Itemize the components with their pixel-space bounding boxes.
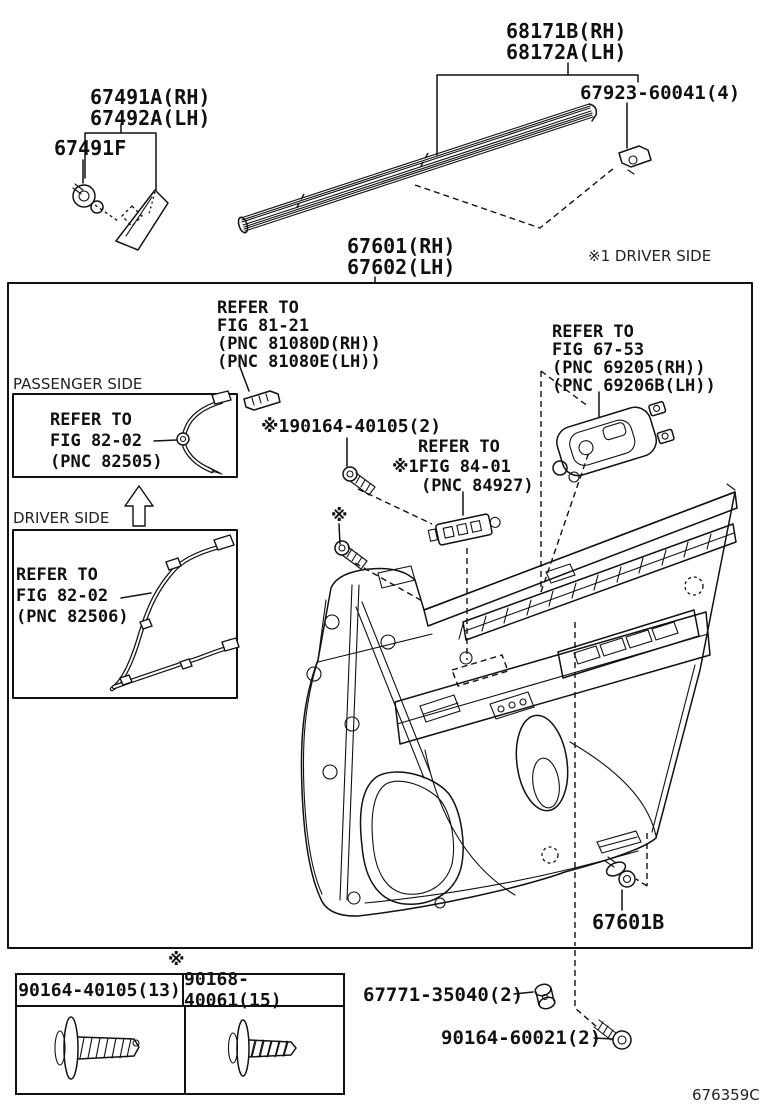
asterisk-mark-table: ※ xyxy=(168,950,185,970)
refer-fig-81-21 xyxy=(217,299,381,371)
projection-line-lower xyxy=(575,950,598,1028)
weatherstrip-drawing xyxy=(237,104,614,234)
asterisk-mark-screw: ※ xyxy=(331,506,348,526)
refer-line: FIG 82-02 xyxy=(50,431,143,451)
refer-line: (PNC 81080E(LH)) xyxy=(217,352,381,372)
label-door-board-lh: 67602(LH) xyxy=(347,255,456,279)
label-clip-67771: 67771-35040(2) xyxy=(363,984,524,1006)
passenger-side-title: PASSENGER SIDE xyxy=(13,375,143,393)
refer-fig-82-02-driver xyxy=(16,565,129,628)
label-clip-67923: 67923-60041(4) xyxy=(580,82,741,104)
refer-fig-84-01-line2: ※1FIG 84-01 xyxy=(392,457,511,477)
label-weatherstrip-rh: 68171B(RH) xyxy=(506,19,627,43)
label-screw-90164-40105: ※190164-40105(2) xyxy=(261,416,442,437)
driver-side-title: DRIVER SIDE xyxy=(13,509,110,527)
refer-line: (PNC 82505) xyxy=(50,452,163,472)
note-driver-side: ※1 DRIVER SIDE xyxy=(588,247,712,265)
label-weatherstrip-lh: 68172A(LH) xyxy=(506,40,627,64)
up-arrow xyxy=(125,486,153,526)
refer-line: FIG 81-21 xyxy=(217,316,310,336)
fastener-table-cell-screw1 xyxy=(17,1007,186,1095)
label-screw-90164-60021: 90164-60021(2) xyxy=(441,1027,602,1049)
refer-fig-84-01-line1: REFER TO xyxy=(418,437,500,457)
doc-code: 676359C xyxy=(692,1086,760,1104)
refer-line: FIG 67-53 xyxy=(552,340,645,360)
label-door-board-rh: 67601(RH) xyxy=(347,234,456,258)
clip-81080-drawing xyxy=(240,367,280,410)
fastener-table xyxy=(15,969,345,1095)
inside-handle-drawing xyxy=(541,371,677,592)
refer-line: REFER TO xyxy=(552,322,634,342)
label-corner-cover-lh: 67492A(LH) xyxy=(90,106,211,130)
label-door-board xyxy=(347,236,455,278)
refer-line: (PNC 81080D(RH)) xyxy=(217,334,381,354)
fastener-table-col2: 90168-40061(15) xyxy=(184,969,282,1011)
door-trim-panel-drawing xyxy=(301,484,737,916)
refer-line: (PNC 69205(RH)) xyxy=(552,358,706,378)
label-weatherstrip xyxy=(506,21,626,63)
refer-line: (PNC 69206B(LH)) xyxy=(552,376,716,396)
refer-fig-84-01-line3: (PNC 84927) xyxy=(421,476,534,496)
refer-fig-67-53 xyxy=(552,323,716,395)
label-corner-cover-rh: 67491A(RH) xyxy=(90,85,211,109)
label-clip-67601b: 67601B xyxy=(592,910,665,934)
refer-line: (PNC 82506) xyxy=(16,607,129,627)
refer-line: REFER TO xyxy=(50,410,132,430)
label-corner-cover xyxy=(90,87,210,129)
refer-fig-82-02-passenger xyxy=(50,410,163,473)
switch-84927-drawing xyxy=(427,492,508,686)
label-clip-67491f: 67491F xyxy=(54,136,127,160)
refer-line: FIG 82-02 xyxy=(16,586,109,606)
refer-line: REFER TO xyxy=(217,298,299,318)
fastener-table-body xyxy=(17,1007,343,1095)
refer-line: REFER TO xyxy=(16,565,98,585)
fastener-table-col1: 90164-40105(13) xyxy=(17,975,184,1005)
fastener-table-header xyxy=(17,969,343,1011)
